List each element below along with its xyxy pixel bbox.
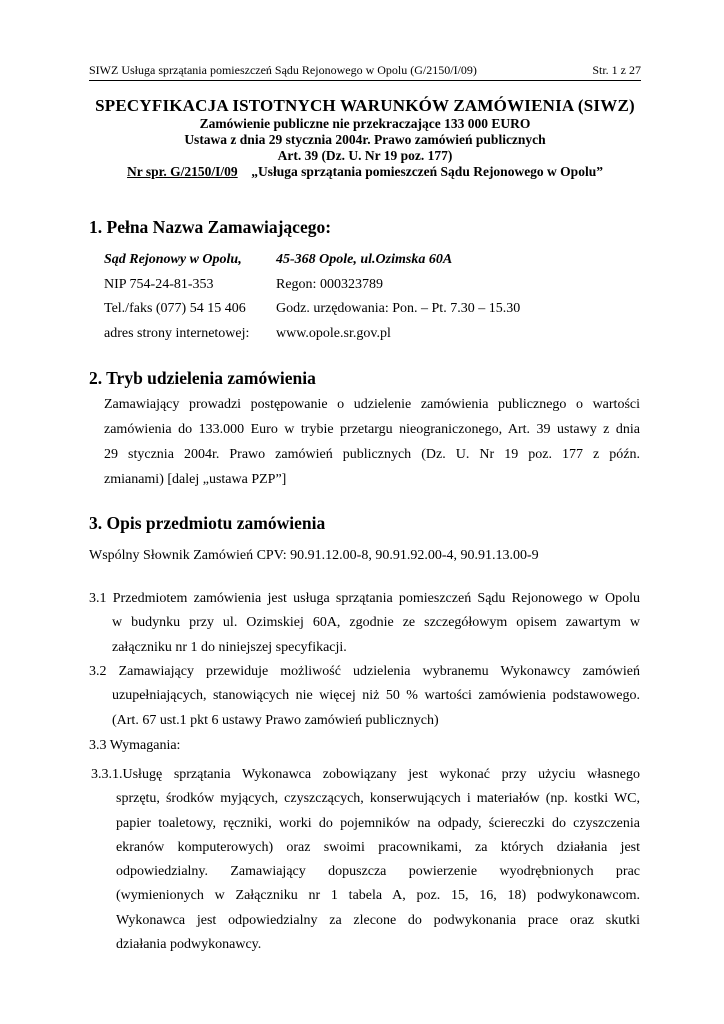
item-line: (Art. 67 ust.1 pkt 6 ustawy Prawo zamówień publicznych) (112, 712, 439, 728)
phone-fax: Tel./faks (077) 54 15 406 (104, 301, 246, 316)
authority-name: Sąd Rejonowy w Opolu, (104, 252, 242, 267)
document-title: SPECYFIKACJA ISTOTNYCH WARUNKÓW ZAMÓWIENIA (SIWZ) (95, 96, 635, 115)
office-hours: Godz. urzędowania: Pon. – Pt. 7.30 – 15.30 (276, 301, 521, 316)
item-line: sprzętu, środków myjących, czyszczących, konserwujących i materiałów (np. kostki WC, (116, 791, 640, 807)
paragraph-line: zmianami) [dalej „ustawa PZP”] (104, 472, 287, 487)
item-line: Wykonawca jest odpowiedzialny za zlecone do podwykonania prace oraz skutki (116, 912, 640, 928)
page-number: Str. 1 z 27 (592, 63, 641, 77)
nip-number: NIP 754-24-81-353 (104, 276, 214, 292)
website-link[interactable]: www.opole.sr.gov.pl (276, 325, 391, 341)
section-2-heading: 2. Tryb udzielenia zamówienia (89, 368, 316, 388)
item-line: ekranów komputerowych) oraz swoimi pracownikami, za których działania jest (116, 839, 640, 855)
paragraph-line: 29 stycznia 2004r. Prawo zamówień publicznych (Dz. U. Nr 19 poz. 177 z późn. (104, 447, 640, 462)
section-1-heading: 1. Pełna Nazwa Zamawiającego: (89, 217, 332, 237)
item-line: działania podwykonawcy. (116, 937, 262, 953)
item-line: 3.3.1.Usługę sprzątania Wykonawca zobowiązany jest wykonać przy użyciu własnego (91, 767, 640, 782)
item-line: załączniku nr 1 do niniejszej specyfikacji. (112, 639, 347, 655)
title-subline-2: Ustawa z dnia 29 stycznia 2004r. Prawo zamówień publicznych (184, 132, 546, 147)
item-line: papier toaletowy, ręczniki, worki do pojemników na odpady, ściereczki do czyszczenia (116, 815, 640, 831)
item-line: w budynku przy ul. Ozimskiej 60A, zgodnie ze szczegółowym opisem zawartym w (112, 615, 640, 631)
item-3-3: 3.3 Wymagania: (89, 738, 181, 753)
item-line: odpowiedzialny. Zamawiający dopuszcza powierzenie wyodrębnionych prac (116, 864, 640, 880)
case-subject: „Usługa sprzątania pomieszczeń Sądu Rejonowego w Opolu” (251, 164, 603, 179)
regon-number: Regon: 000323789 (276, 276, 383, 292)
item-line: (wymienionych w Załączniku nr 1 tabela A, poz. 15, 16, 18) podwykonawcom. (116, 888, 640, 904)
paragraph-line: zamówienia do 133.000 Euro w trybie przetargu nieograniczonego, Art. 39 ustawy z dnia (104, 422, 640, 437)
item-line: 3.2 Zamawiający przewiduje możliwość udzielenia wybranemu Wykonawcy zamówień (89, 664, 640, 679)
item-3-2 (89, 660, 640, 733)
title-subline-4 (60, 164, 670, 180)
cpv-codes: Wspólny Słownik Zamówień CPV: 90.91.12.00-8, 90.91.92.00-4, 90.91.13.00-9 (89, 548, 539, 563)
header-divider (89, 80, 641, 81)
section-2-paragraph (104, 392, 640, 492)
document-title-block (60, 96, 670, 180)
authority-address: 45-368 Opole, ul.Ozimska 60A (276, 252, 453, 267)
title-subline-1: Zamówienie publiczne nie przekraczające 133 000 EURO (199, 116, 531, 131)
title-subline-3: Art. 39 (Dz. U. Nr 19 poz. 177) (277, 148, 453, 163)
item-3-3-1 (91, 763, 640, 957)
paragraph-line: Zamawiający prowadzi postępowanie o udzielenie zamówienia publicznego o wartości (104, 397, 640, 412)
case-reference: Nr spr. G/2150/I/09 (127, 164, 238, 179)
website-label: adres strony internetowej: (104, 325, 250, 341)
item-line: 3.1 Przedmiotem zamówienia jest usługa sprzątania pomieszczeń Sądu Rejonowego w Opolu (89, 591, 640, 606)
item-line: uzupełniających, stanowiących nie więcej niż 50 % wartości zamówienia podstawowego. (112, 688, 640, 704)
section-3-heading: 3. Opis przedmiotu zamówienia (89, 513, 326, 533)
header-title: SIWZ Usługa sprzątania pomieszczeń Sądu Rejonowego w Opolu (G/2150/I/09) (89, 63, 477, 77)
item-3-1 (89, 587, 640, 660)
